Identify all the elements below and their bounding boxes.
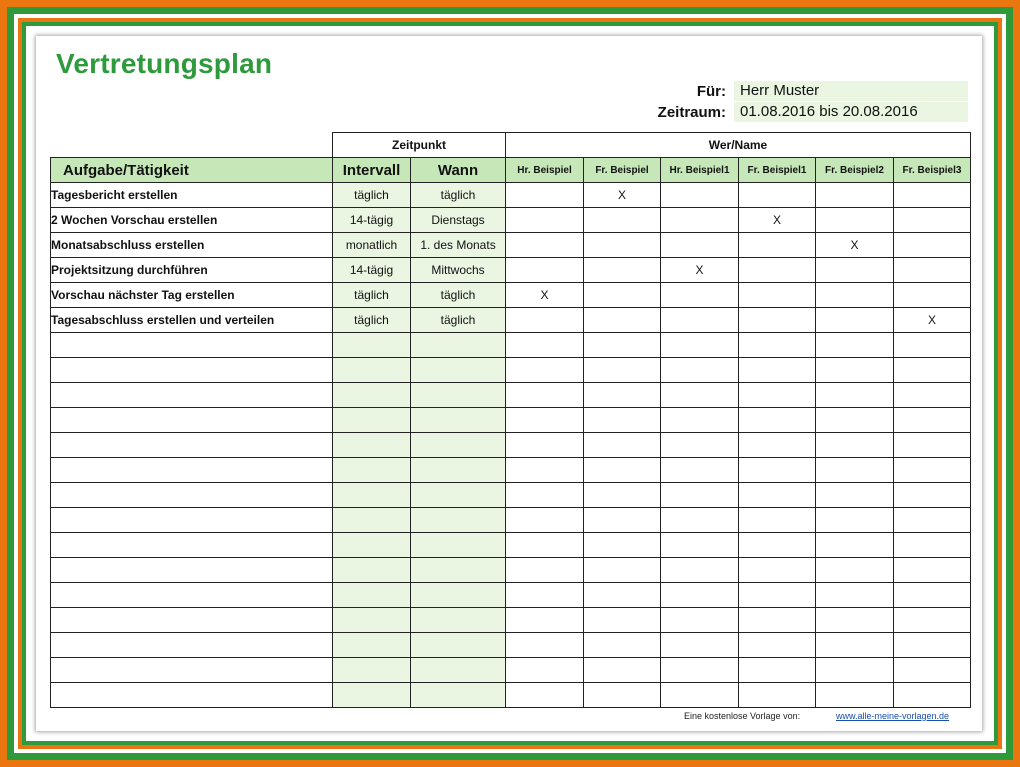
table-row xyxy=(51,183,971,208)
assignment-cell[interactable] xyxy=(739,383,816,408)
assignment-cell[interactable] xyxy=(584,658,661,683)
table-row xyxy=(51,208,971,233)
wann-cell[interactable]: täglich xyxy=(411,283,506,308)
assignment-cell[interactable] xyxy=(506,633,584,658)
header-person: Fr. Beispiel1 xyxy=(739,158,816,183)
assignment-cell[interactable] xyxy=(739,458,816,483)
table-row xyxy=(51,433,971,458)
assignment-cell[interactable] xyxy=(506,233,584,258)
table-row xyxy=(51,333,971,358)
assignment-cell[interactable] xyxy=(661,383,739,408)
assignment-cell[interactable] xyxy=(894,383,971,408)
intervall-cell[interactable] xyxy=(333,383,411,408)
task-cell[interactable] xyxy=(51,508,333,533)
table-row xyxy=(51,383,971,408)
assignment-cell[interactable] xyxy=(661,283,739,308)
assignment-cell[interactable] xyxy=(584,508,661,533)
assignment-cell[interactable] xyxy=(584,258,661,283)
task-cell[interactable] xyxy=(51,608,333,633)
assignment-cell[interactable] xyxy=(506,408,584,433)
assignment-cell[interactable] xyxy=(816,483,894,508)
task-cell[interactable] xyxy=(51,658,333,683)
assignment-cell[interactable] xyxy=(584,533,661,558)
task-cell[interactable]: Tagesabschluss erstellen und verteilen xyxy=(51,308,333,333)
assignment-cell[interactable] xyxy=(739,633,816,658)
task-cell[interactable] xyxy=(51,483,333,508)
assignment-cell[interactable] xyxy=(739,183,816,208)
assignment-cell[interactable] xyxy=(894,633,971,658)
wann-cell[interactable] xyxy=(411,533,506,558)
assignment-cell[interactable] xyxy=(894,283,971,308)
assignment-cell[interactable] xyxy=(894,533,971,558)
assignment-cell[interactable] xyxy=(739,508,816,533)
table-row xyxy=(51,458,971,483)
assignment-cell[interactable] xyxy=(739,408,816,433)
assignment-cell[interactable] xyxy=(894,433,971,458)
task-cell[interactable] xyxy=(51,333,333,358)
assignment-cell[interactable] xyxy=(584,208,661,233)
assignment-cell[interactable] xyxy=(894,508,971,533)
assignment-cell[interactable] xyxy=(816,308,894,333)
assignment-cell[interactable] xyxy=(584,408,661,433)
task-cell[interactable] xyxy=(51,458,333,483)
assignment-cell[interactable] xyxy=(894,583,971,608)
intervall-cell[interactable] xyxy=(333,433,411,458)
assignment-cell[interactable] xyxy=(661,333,739,358)
assignment-cell[interactable] xyxy=(894,608,971,633)
assignment-cell[interactable] xyxy=(739,558,816,583)
intervall-cell[interactable] xyxy=(333,358,411,383)
footer-link[interactable]: www.alle-meine-vorlagen.de xyxy=(836,711,950,721)
table-row xyxy=(51,258,971,283)
wann-cell[interactable] xyxy=(411,683,506,708)
assignment-cell[interactable] xyxy=(506,483,584,508)
assignment-cell[interactable] xyxy=(739,308,816,333)
table-row xyxy=(51,558,971,583)
assignment-cell[interactable] xyxy=(661,683,739,708)
wann-cell[interactable] xyxy=(411,333,506,358)
assignment-cell[interactable] xyxy=(894,183,971,208)
task-cell[interactable]: Projektsitzung durchführen xyxy=(51,258,333,283)
table-row xyxy=(51,358,971,383)
table-row xyxy=(51,483,971,508)
header-intervall: Intervall xyxy=(333,158,411,183)
assignment-cell[interactable] xyxy=(584,633,661,658)
assignment-cell[interactable] xyxy=(506,658,584,683)
fuer-value[interactable]: Herr Muster xyxy=(734,81,968,101)
table-row xyxy=(51,608,971,633)
intervall-cell[interactable] xyxy=(333,533,411,558)
table-row xyxy=(51,408,971,433)
assignment-cell[interactable] xyxy=(584,558,661,583)
assignment-cell[interactable] xyxy=(894,483,971,508)
assignment-cell[interactable] xyxy=(661,583,739,608)
intervall-cell[interactable]: täglich xyxy=(333,308,411,333)
intervall-cell[interactable]: 14-tägig xyxy=(333,208,411,233)
assignment-cell[interactable] xyxy=(739,283,816,308)
header-wann: Wann xyxy=(411,158,506,183)
assignment-cell[interactable] xyxy=(506,533,584,558)
table-row xyxy=(51,533,971,558)
assignment-cell[interactable] xyxy=(661,533,739,558)
assignment-cell[interactable]: X xyxy=(661,258,739,283)
assignment-cell[interactable] xyxy=(816,533,894,558)
intervall-cell[interactable]: täglich xyxy=(333,283,411,308)
header-person: Fr. Beispiel2 xyxy=(816,158,894,183)
intervall-cell[interactable] xyxy=(333,583,411,608)
assignment-cell[interactable] xyxy=(816,558,894,583)
assignment-cell[interactable] xyxy=(894,258,971,283)
assignment-cell[interactable] xyxy=(816,508,894,533)
table-row xyxy=(51,233,971,258)
assignment-cell[interactable] xyxy=(584,383,661,408)
assignment-cell[interactable] xyxy=(894,408,971,433)
assignment-cell[interactable] xyxy=(816,258,894,283)
task-cell[interactable] xyxy=(51,408,333,433)
assignment-cell[interactable] xyxy=(739,658,816,683)
assignment-cell[interactable] xyxy=(661,608,739,633)
assignment-cell[interactable] xyxy=(894,358,971,383)
assignment-cell[interactable] xyxy=(584,608,661,633)
assignment-cell[interactable] xyxy=(661,458,739,483)
assignment-cell[interactable] xyxy=(506,458,584,483)
intervall-cell[interactable] xyxy=(333,633,411,658)
assignment-cell[interactable] xyxy=(816,358,894,383)
intervall-cell[interactable] xyxy=(333,508,411,533)
assignment-cell[interactable] xyxy=(661,408,739,433)
intervall-cell[interactable]: monatlich xyxy=(333,233,411,258)
assignment-cell[interactable] xyxy=(661,633,739,658)
wann-cell[interactable]: 1. des Monats xyxy=(411,233,506,258)
assignment-cell[interactable] xyxy=(816,608,894,633)
table-row xyxy=(51,583,971,608)
assignment-cell[interactable] xyxy=(661,558,739,583)
wann-cell[interactable] xyxy=(411,408,506,433)
assignment-cell[interactable] xyxy=(584,333,661,358)
task-cell[interactable] xyxy=(51,383,333,408)
table-row xyxy=(51,683,971,708)
assignment-cell[interactable] xyxy=(739,258,816,283)
wann-cell[interactable] xyxy=(411,483,506,508)
assignment-cell[interactable] xyxy=(816,583,894,608)
assignment-cell[interactable] xyxy=(894,333,971,358)
assignment-cell[interactable] xyxy=(506,208,584,233)
intervall-cell[interactable] xyxy=(333,658,411,683)
page xyxy=(26,26,994,741)
task-cell[interactable]: Vorschau nächster Tag erstellen xyxy=(51,283,333,308)
zeitraum-label: Zeitraum: xyxy=(657,104,726,121)
wann-cell[interactable] xyxy=(411,608,506,633)
intervall-cell[interactable]: täglich xyxy=(333,183,411,208)
fuer-label: Für: xyxy=(696,83,726,100)
wann-cell[interactable] xyxy=(411,508,506,533)
assignment-cell[interactable] xyxy=(739,608,816,633)
footer-note: Eine kostenlose Vorlage von: xyxy=(684,711,801,721)
assignment-cell[interactable] xyxy=(506,558,584,583)
wann-cell[interactable] xyxy=(411,358,506,383)
task-cell[interactable] xyxy=(51,533,333,558)
wann-cell[interactable]: täglich xyxy=(411,308,506,333)
wann-cell[interactable] xyxy=(411,458,506,483)
assignment-cell[interactable] xyxy=(506,508,584,533)
assignment-cell[interactable] xyxy=(661,233,739,258)
assignment-cell[interactable] xyxy=(894,683,971,708)
assignment-cell[interactable] xyxy=(661,658,739,683)
assignment-cell[interactable] xyxy=(739,683,816,708)
assignment-cell[interactable] xyxy=(661,183,739,208)
assignment-cell[interactable] xyxy=(584,283,661,308)
assignment-cell[interactable] xyxy=(894,558,971,583)
assignment-cell[interactable] xyxy=(584,483,661,508)
assignment-cell[interactable] xyxy=(506,583,584,608)
assignment-cell[interactable] xyxy=(816,183,894,208)
group-header-zeitpunkt: Zeitpunkt xyxy=(333,133,506,158)
assignment-cell[interactable] xyxy=(584,683,661,708)
assignment-cell[interactable] xyxy=(739,583,816,608)
assignment-cell[interactable] xyxy=(816,408,894,433)
assignment-cell[interactable] xyxy=(739,358,816,383)
task-cell[interactable] xyxy=(51,358,333,383)
assignment-cell[interactable]: X xyxy=(894,308,971,333)
zeitraum-value[interactable]: 01.08.2016 bis 20.08.2016 xyxy=(734,102,968,122)
intervall-cell[interactable] xyxy=(333,408,411,433)
intervall-cell[interactable]: 14-tägig xyxy=(333,258,411,283)
assignment-cell[interactable] xyxy=(584,458,661,483)
header-spacer xyxy=(51,133,333,158)
assignment-cell[interactable] xyxy=(816,208,894,233)
assignment-cell[interactable] xyxy=(584,308,661,333)
wann-cell[interactable]: Dienstags xyxy=(411,208,506,233)
assignment-cell[interactable] xyxy=(584,358,661,383)
wann-cell[interactable]: täglich xyxy=(411,183,506,208)
assignment-cell[interactable] xyxy=(894,458,971,483)
substitution-table xyxy=(50,132,971,708)
assignment-cell[interactable] xyxy=(506,383,584,408)
wann-cell[interactable]: Mittwochs xyxy=(411,258,506,283)
assignment-cell[interactable] xyxy=(661,433,739,458)
intervall-cell[interactable] xyxy=(333,683,411,708)
assignment-cell[interactable] xyxy=(584,433,661,458)
assignment-cell[interactable] xyxy=(661,208,739,233)
intervall-cell[interactable] xyxy=(333,558,411,583)
assignment-cell[interactable] xyxy=(661,483,739,508)
assignment-cell[interactable]: X xyxy=(584,183,661,208)
worksheet xyxy=(36,36,982,731)
intervall-cell[interactable] xyxy=(333,333,411,358)
assignment-cell[interactable] xyxy=(739,233,816,258)
task-cell[interactable] xyxy=(51,683,333,708)
intervall-cell[interactable] xyxy=(333,608,411,633)
assignment-cell[interactable] xyxy=(584,233,661,258)
wann-cell[interactable] xyxy=(411,383,506,408)
assignment-cell[interactable] xyxy=(816,458,894,483)
task-cell[interactable] xyxy=(51,633,333,658)
wann-cell[interactable] xyxy=(411,633,506,658)
assignment-cell[interactable] xyxy=(894,233,971,258)
assignment-cell[interactable] xyxy=(584,583,661,608)
wann-cell[interactable] xyxy=(411,433,506,458)
table-row xyxy=(51,633,971,658)
assignment-cell[interactable] xyxy=(816,333,894,358)
assignment-cell[interactable] xyxy=(506,358,584,383)
assignment-cell[interactable] xyxy=(816,683,894,708)
assignment-cell[interactable] xyxy=(816,383,894,408)
assignment-cell[interactable] xyxy=(506,683,584,708)
assignment-cell[interactable] xyxy=(506,333,584,358)
assignment-cell[interactable] xyxy=(661,358,739,383)
task-cell[interactable]: Tagesbericht erstellen xyxy=(51,183,333,208)
assignment-cell[interactable] xyxy=(894,208,971,233)
assignment-cell[interactable] xyxy=(739,483,816,508)
assignment-cell[interactable]: X xyxy=(506,283,584,308)
assignment-cell[interactable] xyxy=(816,283,894,308)
intervall-cell[interactable] xyxy=(333,458,411,483)
header-task: Aufgabe/Tätigkeit xyxy=(51,158,333,183)
assignment-cell[interactable] xyxy=(816,433,894,458)
header-person: Hr. Beispiel1 xyxy=(661,158,739,183)
assignment-cell[interactable] xyxy=(661,508,739,533)
table-row xyxy=(51,658,971,683)
group-header-wer-name: Wer/Name xyxy=(506,133,971,158)
header-person: Hr. Beispiel xyxy=(506,158,584,183)
assignment-cell[interactable] xyxy=(506,608,584,633)
task-cell[interactable]: Monatsabschluss erstellen xyxy=(51,233,333,258)
assignment-cell[interactable] xyxy=(894,658,971,683)
assignment-cell[interactable] xyxy=(506,308,584,333)
wann-cell[interactable] xyxy=(411,558,506,583)
task-cell[interactable] xyxy=(51,583,333,608)
table-row xyxy=(51,508,971,533)
wann-cell[interactable] xyxy=(411,658,506,683)
intervall-cell[interactable] xyxy=(333,483,411,508)
page-title: Vertretungsplan xyxy=(56,48,273,79)
header-person: Fr. Beispiel3 xyxy=(894,158,971,183)
assignment-cell[interactable] xyxy=(739,333,816,358)
assignment-cell[interactable]: X xyxy=(816,233,894,258)
table-row xyxy=(51,308,971,333)
assignment-cell[interactable]: X xyxy=(739,208,816,233)
assignment-cell[interactable] xyxy=(506,183,584,208)
task-cell[interactable] xyxy=(51,433,333,458)
assignment-cell[interactable] xyxy=(739,533,816,558)
header-person: Fr. Beispiel xyxy=(584,158,661,183)
assignment-cell[interactable] xyxy=(739,433,816,458)
assignment-cell[interactable] xyxy=(506,433,584,458)
task-cell[interactable] xyxy=(51,558,333,583)
assignment-cell[interactable] xyxy=(816,633,894,658)
table-row xyxy=(51,283,971,308)
assignment-cell[interactable] xyxy=(506,258,584,283)
wann-cell[interactable] xyxy=(411,583,506,608)
assignment-cell[interactable] xyxy=(661,308,739,333)
task-cell[interactable]: 2 Wochen Vorschau erstellen xyxy=(51,208,333,233)
assignment-cell[interactable] xyxy=(816,658,894,683)
